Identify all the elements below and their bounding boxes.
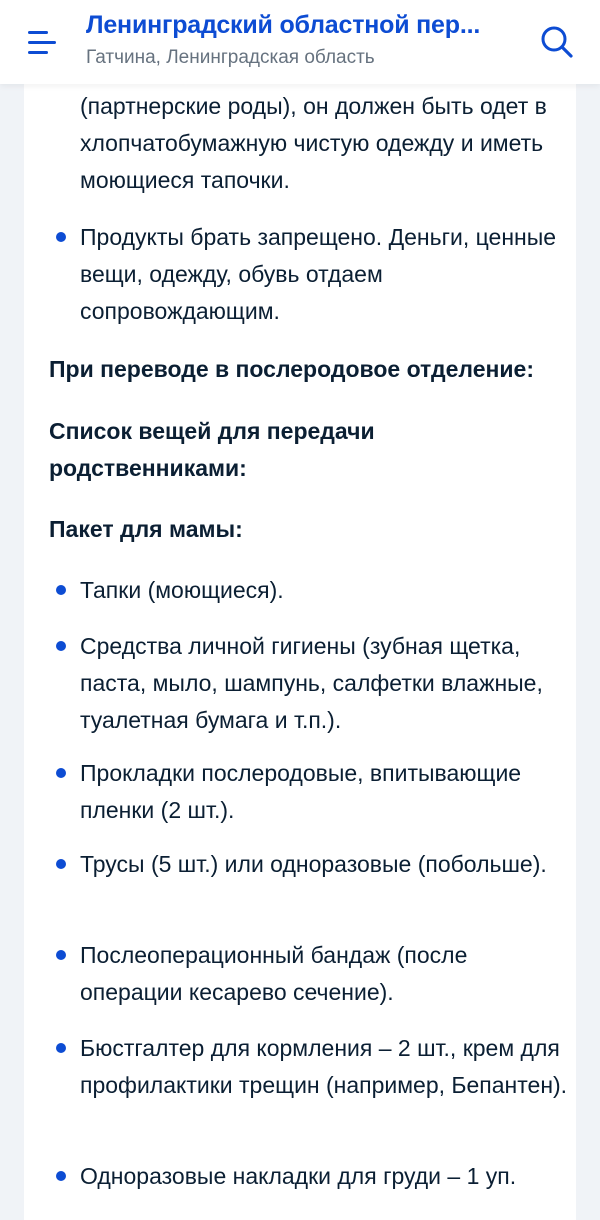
search-icon [536, 22, 576, 62]
location-subtitle: Гатчина, Ленинградская область [86, 47, 375, 68]
heading-transfer: При переводе в послеродовое отделение: [49, 356, 534, 382]
list-item: Бюстгалтер для кормления – 2 шт., крем для профилактики трещин (например, Бепантен). [80, 1035, 568, 1098]
heading-mom-package: Пакет для мамы: [49, 516, 243, 542]
list-item: Одноразовые накладки для груди – 1 уп. [80, 1163, 517, 1189]
header-title-block [86, 9, 506, 71]
hamburger-menu-icon [28, 31, 48, 34]
bullet-marker [56, 950, 66, 960]
menu-button[interactable] [22, 22, 62, 62]
page-title[interactable]: Ленинградский областной пер... [86, 11, 481, 39]
list-item-products: Продукты брать запрещено. Деньги, ценные вещи, одежду, обувь отдаем сопровождающим. [80, 224, 557, 324]
list-item: Послеоперационный бандаж (после операции кесарево сечение). [80, 942, 468, 1005]
bullet-marker [56, 585, 66, 595]
bullet-marker [56, 1043, 66, 1053]
continued-paragraph: (партнерские роды), он должен быть одет в хлопчатобумажную чистую одежду и иметь моющиеся тапочки. [80, 93, 547, 193]
list-item: Прокладки послеродовые, впитывающие пленки (2 шт.). [80, 760, 522, 823]
list-item: Трусы (5 шт.) или одноразовые (побольше). [80, 851, 547, 877]
bullet-marker [56, 232, 66, 242]
list-item: Тапки (моющиеся). [80, 577, 284, 603]
bullet-marker [56, 859, 66, 869]
top-app-bar [0, 0, 600, 84]
bullet-marker [56, 1171, 66, 1181]
search-button[interactable] [536, 22, 576, 62]
list-item: Средства личной гигиены (зубная щетка, паста, мыло, шампунь, салфетки влажные, туалетная бумага и т.п.). [80, 633, 543, 733]
bullet-marker [56, 641, 66, 651]
bullet-marker [56, 768, 66, 778]
heading-things-list: Список вещей для передачи родственниками: [49, 418, 375, 481]
